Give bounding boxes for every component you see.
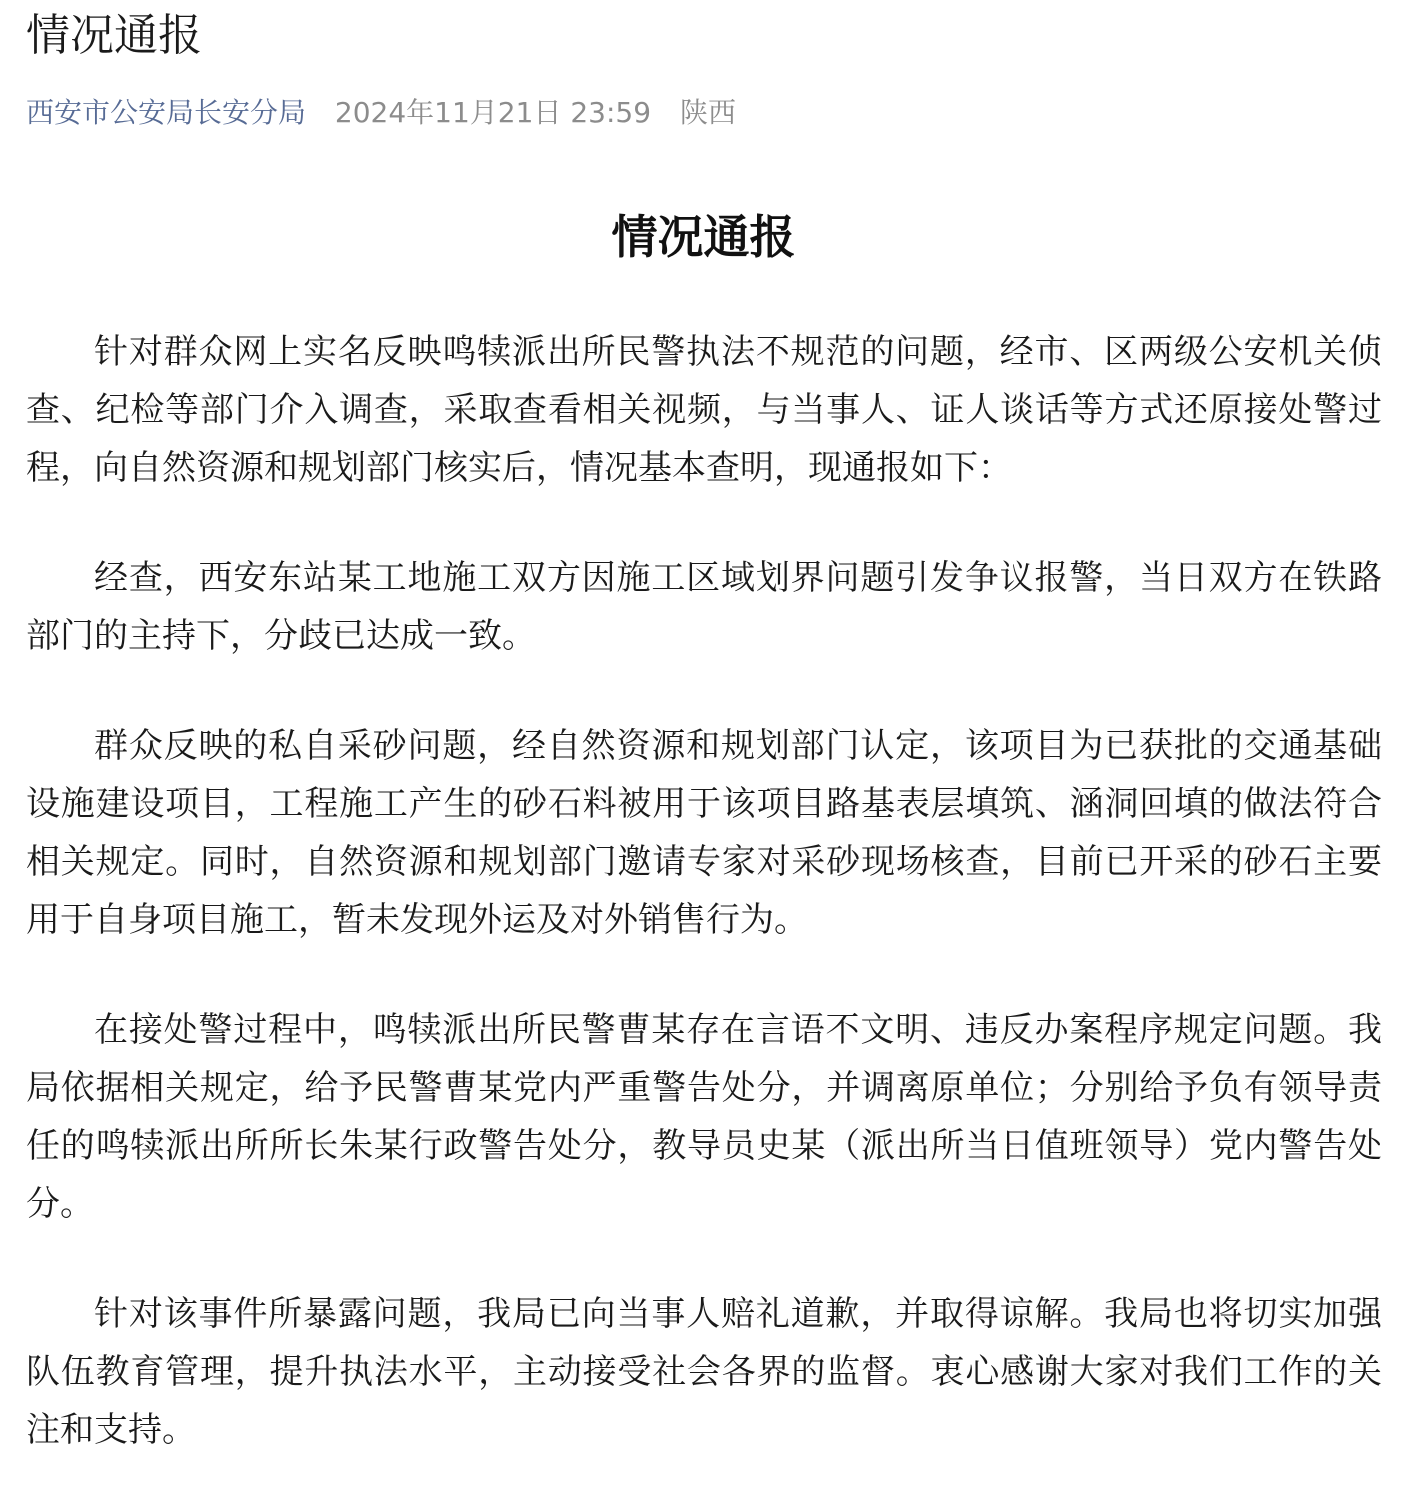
publish-region: 陕西 [679, 96, 736, 129]
document-heading: 情况通报 [611, 210, 796, 264]
publish-date: 2024年11月21日 23:59 [334, 96, 652, 129]
article-title: 情况通报 [26, 10, 202, 61]
paragraph-apology: 针对该事件所暴露问题，我局已向当事人赔礼道歉，并取得谅解。我局也将切实加强队伍教育管理，提升执法水平，主动接受社会各界的监督。衷心感谢大家对我们工作的关注和支持。 [26, 1294, 1382, 1450]
paragraph-discipline: 在接处警过程中，鸣犊派出所民警曹某存在言语不文明、违反办案程序规定问题。我局依据相关规定，给予民警曹某党内严重警告处分，并调离原单位；分别给予负有领导责任的鸣犊派出所所长朱某行政警告处分，教导员史某（派出所当日值班领导）党内警告处分。 [26, 1010, 1382, 1224]
author-link[interactable]: 西安市公安局长安分局 [26, 96, 307, 129]
article-meta [26, 88, 736, 138]
article-body [26, 323, 1382, 1511]
paragraph-intro: 针对群众网上实名反映鸣犊派出所民警执法不规范的问题，经市、区两级公安机关侦查、纪检等部门介入调查，采取查看相关视频，与当事人、证人谈话等方式还原接处警过程，向自然资源和规划部门核实后，情况基本查明，现通报如下： [26, 332, 1382, 488]
paragraph-dispute: 经查，西安东站某工地施工双方因施工区域划界问题引发争议报警，当日双方在铁路部门的主持下，分歧已达成一致。 [26, 558, 1382, 656]
paragraph-sand-mining: 群众反映的私自采砂问题，经自然资源和规划部门认定，该项目为已获批的交通基础设施建设项目，工程施工产生的砂石料被用于该项目路基表层填筑、涵洞回填的做法符合相关规定。同时，自然资源和规划部门邀请专家对采砂现场核查，目前已开采的砂石主要用于自身项目施工，暂未发现外运及对外销售行为。 [26, 726, 1382, 940]
